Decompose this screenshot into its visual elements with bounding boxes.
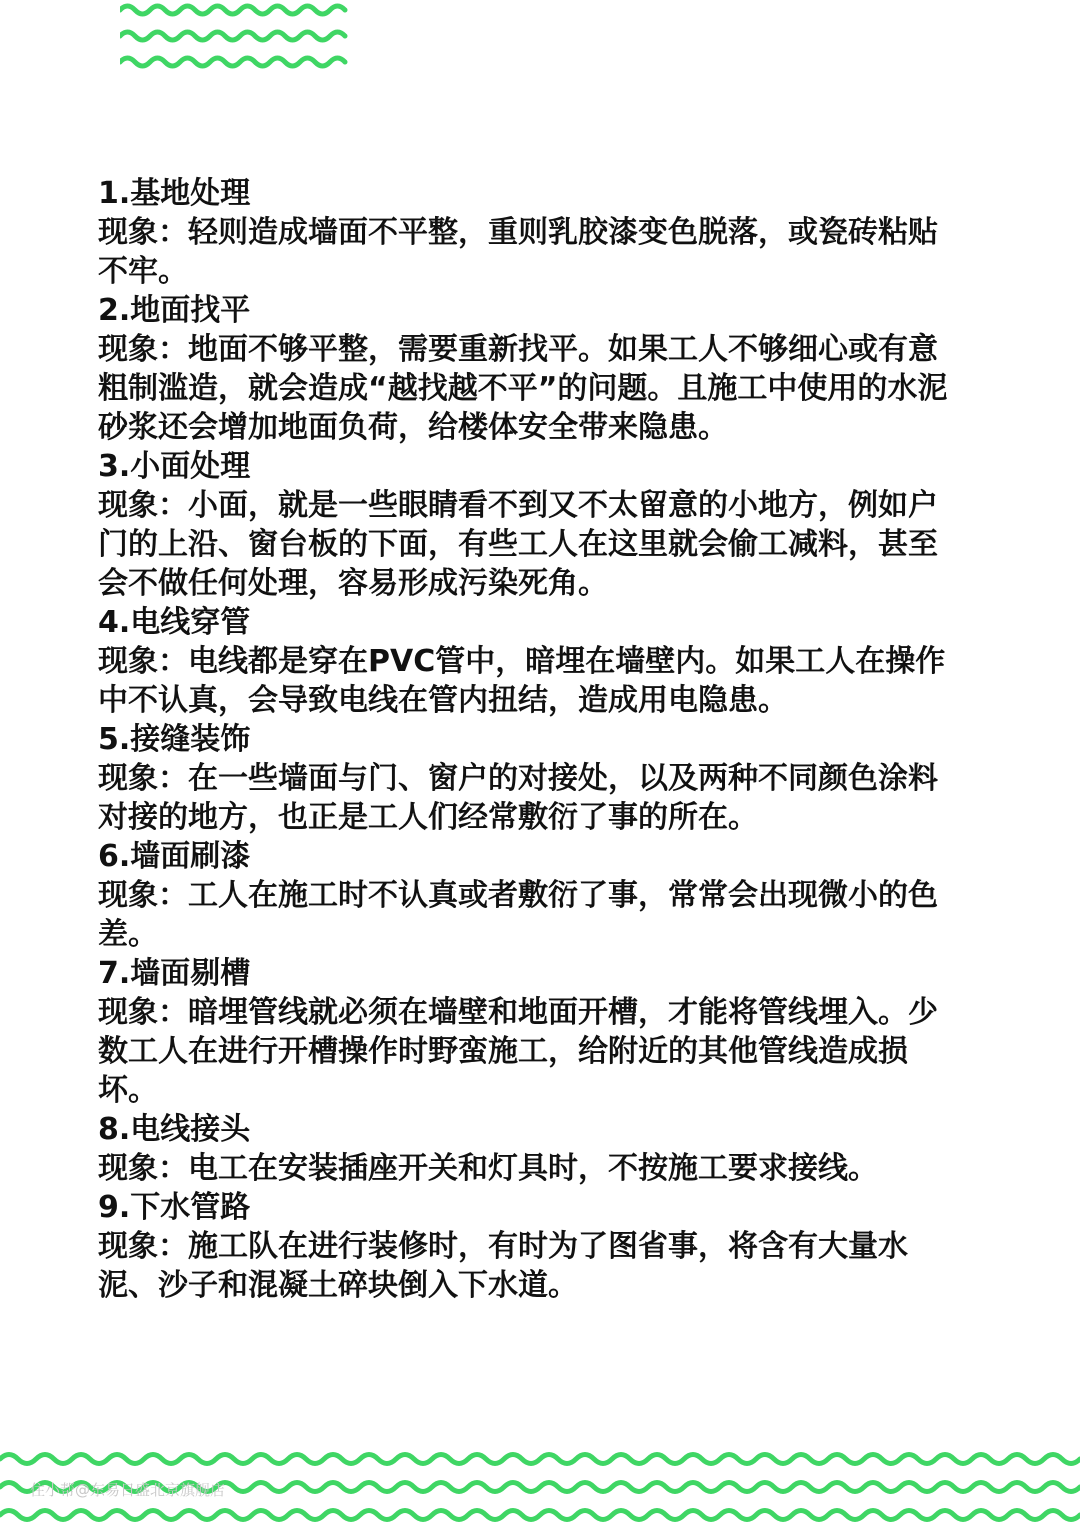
section-4 [98,603,958,720]
section-description: 现象：在一些墙面与门、窗户的对接处，以及两种不同颜色涂料对接的地方，也正是工人们经常敷衍了事的所在。 [98,761,938,835]
watermark-text: 住小帮@东易日盛北京旗舰店 [30,1481,226,1499]
section-title: 2.地面找平 [98,293,251,328]
section-6 [98,837,958,954]
section-title: 3.小面处理 [98,449,251,484]
section-title: 8.电线接头 [98,1112,251,1147]
section-title: 4.电线穿管 [98,605,251,640]
content-body [98,174,958,1305]
section-description: 现象：小面，就是一些眼睛看不到又不太留意的小地方，例如户门的上沿、窗台板的下面，有些工人在这里就会偷工减料，甚至会不做任何处理，容易形成污染死角。 [98,488,938,601]
section-description: 现象：电工在安装插座开关和灯具时，不按施工要求接线。 [98,1151,878,1186]
section-description: 现象：工人在施工时不认真或者敷衍了事，常常会出现微小的色差。 [98,878,938,952]
section-description: 现象：轻则造成墙面不平整，重则乳胶漆变色脱落，或瓷砖粘贴不牢。 [98,215,938,289]
section-1 [98,174,958,291]
section-title: 9.下水管路 [98,1190,251,1225]
section-title: 5.接缝装饰 [98,722,251,757]
section-3 [98,447,958,603]
section-5 [98,720,958,837]
section-title: 7.墙面剔槽 [98,956,251,991]
section-description: 现象：施工队在进行装修时，有时为了图省事，将含有大量水泥、沙子和混凝土碎块倒入下水道。 [98,1229,908,1303]
section-9 [98,1188,958,1305]
section-7 [98,954,958,1110]
section-description: 现象：电线都是穿在PVC管中，暗埋在墙壁内。如果工人在操作中不认真，会导致电线在管内扭结，造成用电隐患。 [98,644,946,718]
decorative-wave-top [120,0,350,72]
section-2 [98,291,958,447]
section-title: 6.墙面刷漆 [98,839,251,874]
section-8 [98,1110,958,1188]
section-description: 现象：地面不够平整，需要重新找平。如果工人不够细心或有意粗制滥造，就会造成“越找越不平”的问题。且施工中使用的水泥砂浆还会增加地面负荷，给楼体安全带来隐患。 [98,332,948,445]
section-title: 1.基地处理 [98,176,251,211]
section-description: 现象：暗埋管线就必须在墙壁和地面开槽，才能将管线埋入。少数工人在进行开槽操作时野蛮施工，给附近的其他管线造成损坏。 [98,995,938,1108]
